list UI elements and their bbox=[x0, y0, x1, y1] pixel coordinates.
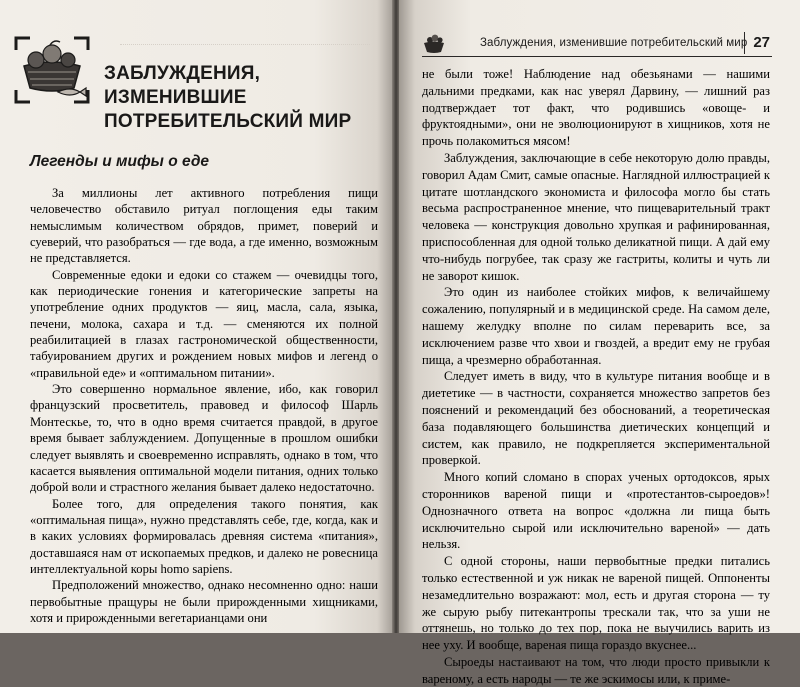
paragraph: не были тоже! Наблюдение над обезьянами — нашими дальними предками, как нас уверял Дарвину, — лишний раз подтверждает тот факт, что родившись «овоще- и фруктоядными», они не эволюционируют в хищников, хотя не прочь полакомиться мясом! bbox=[422, 67, 770, 149]
page-number: 27 bbox=[744, 32, 770, 54]
chapter-title: ЗАБЛУЖДЕНИЯ, ИЗМЕНИВШИЕ ПОТРЕБИТЕЛЬСКИЙ МИР bbox=[104, 63, 352, 132]
paragraph: За миллионы лет активного потребления пищи человечество обставило ритуал поглощения еды таким немыслимым количеством обрядов, примет, поверий и суеверий, что разобраться — где вода, а где именно, возможным не представляется. bbox=[30, 186, 378, 266]
paragraph: Предположений множество, однако несомненно одно: наши первобытные пращуры не были прирожденными хищниками, хотя и прирожденными вегетарианцами они bbox=[30, 578, 378, 625]
faded-bleedthrough-line bbox=[120, 44, 370, 55]
paragraph: Более того, для определения такого понятия, как «оптимальная пища», нужно представлять себе, где, когда, как и в каких условиях формировалась древняя система «питания», доставшаяся нам от ископаемых предков, и далеко не ровесница интеллектуальной коры homo sapiens. bbox=[30, 496, 378, 576]
section-heading: Легенды и мифы о еде bbox=[30, 153, 210, 170]
paragraph: Сыроеды настаивают на том, что люди просто привыкли к вареному, а есть народы — те же эскимосы или, к приме- bbox=[422, 654, 770, 686]
running-header bbox=[422, 32, 772, 57]
paragraph: Заблуждения, заключающие в себе некоторую долю правды, говорил Адам Смит, самые опасные. Наглядной иллюстрацией к цитате шотландского экономиста и философа могло бы стать весьма распространенное мнение, что пищеварительный тракт человека — конструкция довольно хрупкая и рафинированная, приспособленная для одной только деликатной пищи. А дай ему что-нибудь погрубее, так сразу же гастриты, колиты и чуть ли не заворот кишок. bbox=[422, 150, 770, 283]
running-header-title: Заблуждения, изменившие потребительский мир bbox=[480, 37, 748, 49]
food-basket-icon bbox=[14, 36, 90, 104]
paragraph: С одной стороны, наши первобытные предки питались только естественной и уж никак не вареной пищей. Оппоненты незамедлительно возражают: мол, есть и другая сторона — ту же сырую рыбу питекантропы трескали так, что за уши не оттянешь, но только до тех пор, пока не выучились варить из нее уху. И вообще, вареная пища гораздо вкуснее... bbox=[422, 554, 770, 653]
left-body-text bbox=[30, 185, 378, 626]
paragraph: Это один из наиболее стойких мифов, к величайшему сожалению, популярный и в медицинской среде. На самом деле, нашему желудку вполне по силам переварить все, за исключением разве что хвои и гвоздей, а вредит ему не грубая пища, а чрезмерно обработанная. bbox=[422, 285, 770, 367]
paragraph: Это совершенно нормальное явление, ибо, как говорил французский просветитель, правовед и философ Шарль Монтескье, то, что в одно время считается правдой, в другое время бывает заблуждением. Допущенные в прошлом ошибки следует выявлять и своевременно исправлять, однако в том, что касается выявления оптимальной модели питания, одних только доброй воли и страстного желания бывает далеко недостаточно. bbox=[30, 382, 378, 495]
right-body-text bbox=[422, 66, 770, 687]
food-basket-small-icon bbox=[422, 34, 446, 54]
paragraph: Много копий сломано в спорах ученых ортодоксов, ярых сторонников вареной пищи и «протестантов-сыроедов»! Однозначного ответа на вопрос «должна ли пища быть исключительно сырой или исключительно вареной» — дать нельзя. bbox=[422, 470, 770, 552]
paragraph: Следует иметь в виду, что в культуре питания вообще и в диететике — в частности, сохраняется множество запретов без пояснений и рекомендаций без обоснований, а теоретическая база подавляющего большинства диетических концепций и систем, как правило, не подкрепляется экспериментальной проверкой. bbox=[422, 369, 770, 468]
paragraph: Современные едоки и едоки со стажем — очевидцы того, как периодические гонения и категорические запреты на употребление одних продуктов — яиц, масла, сала, языка, печени, молока, сахара и т.д. — сменяются их полной реабилитацией в глазах гастрономической общественности, табуированием других и рождением новых мифов и легенд о «правильной еде» и «оптимальном питании». bbox=[30, 267, 378, 380]
